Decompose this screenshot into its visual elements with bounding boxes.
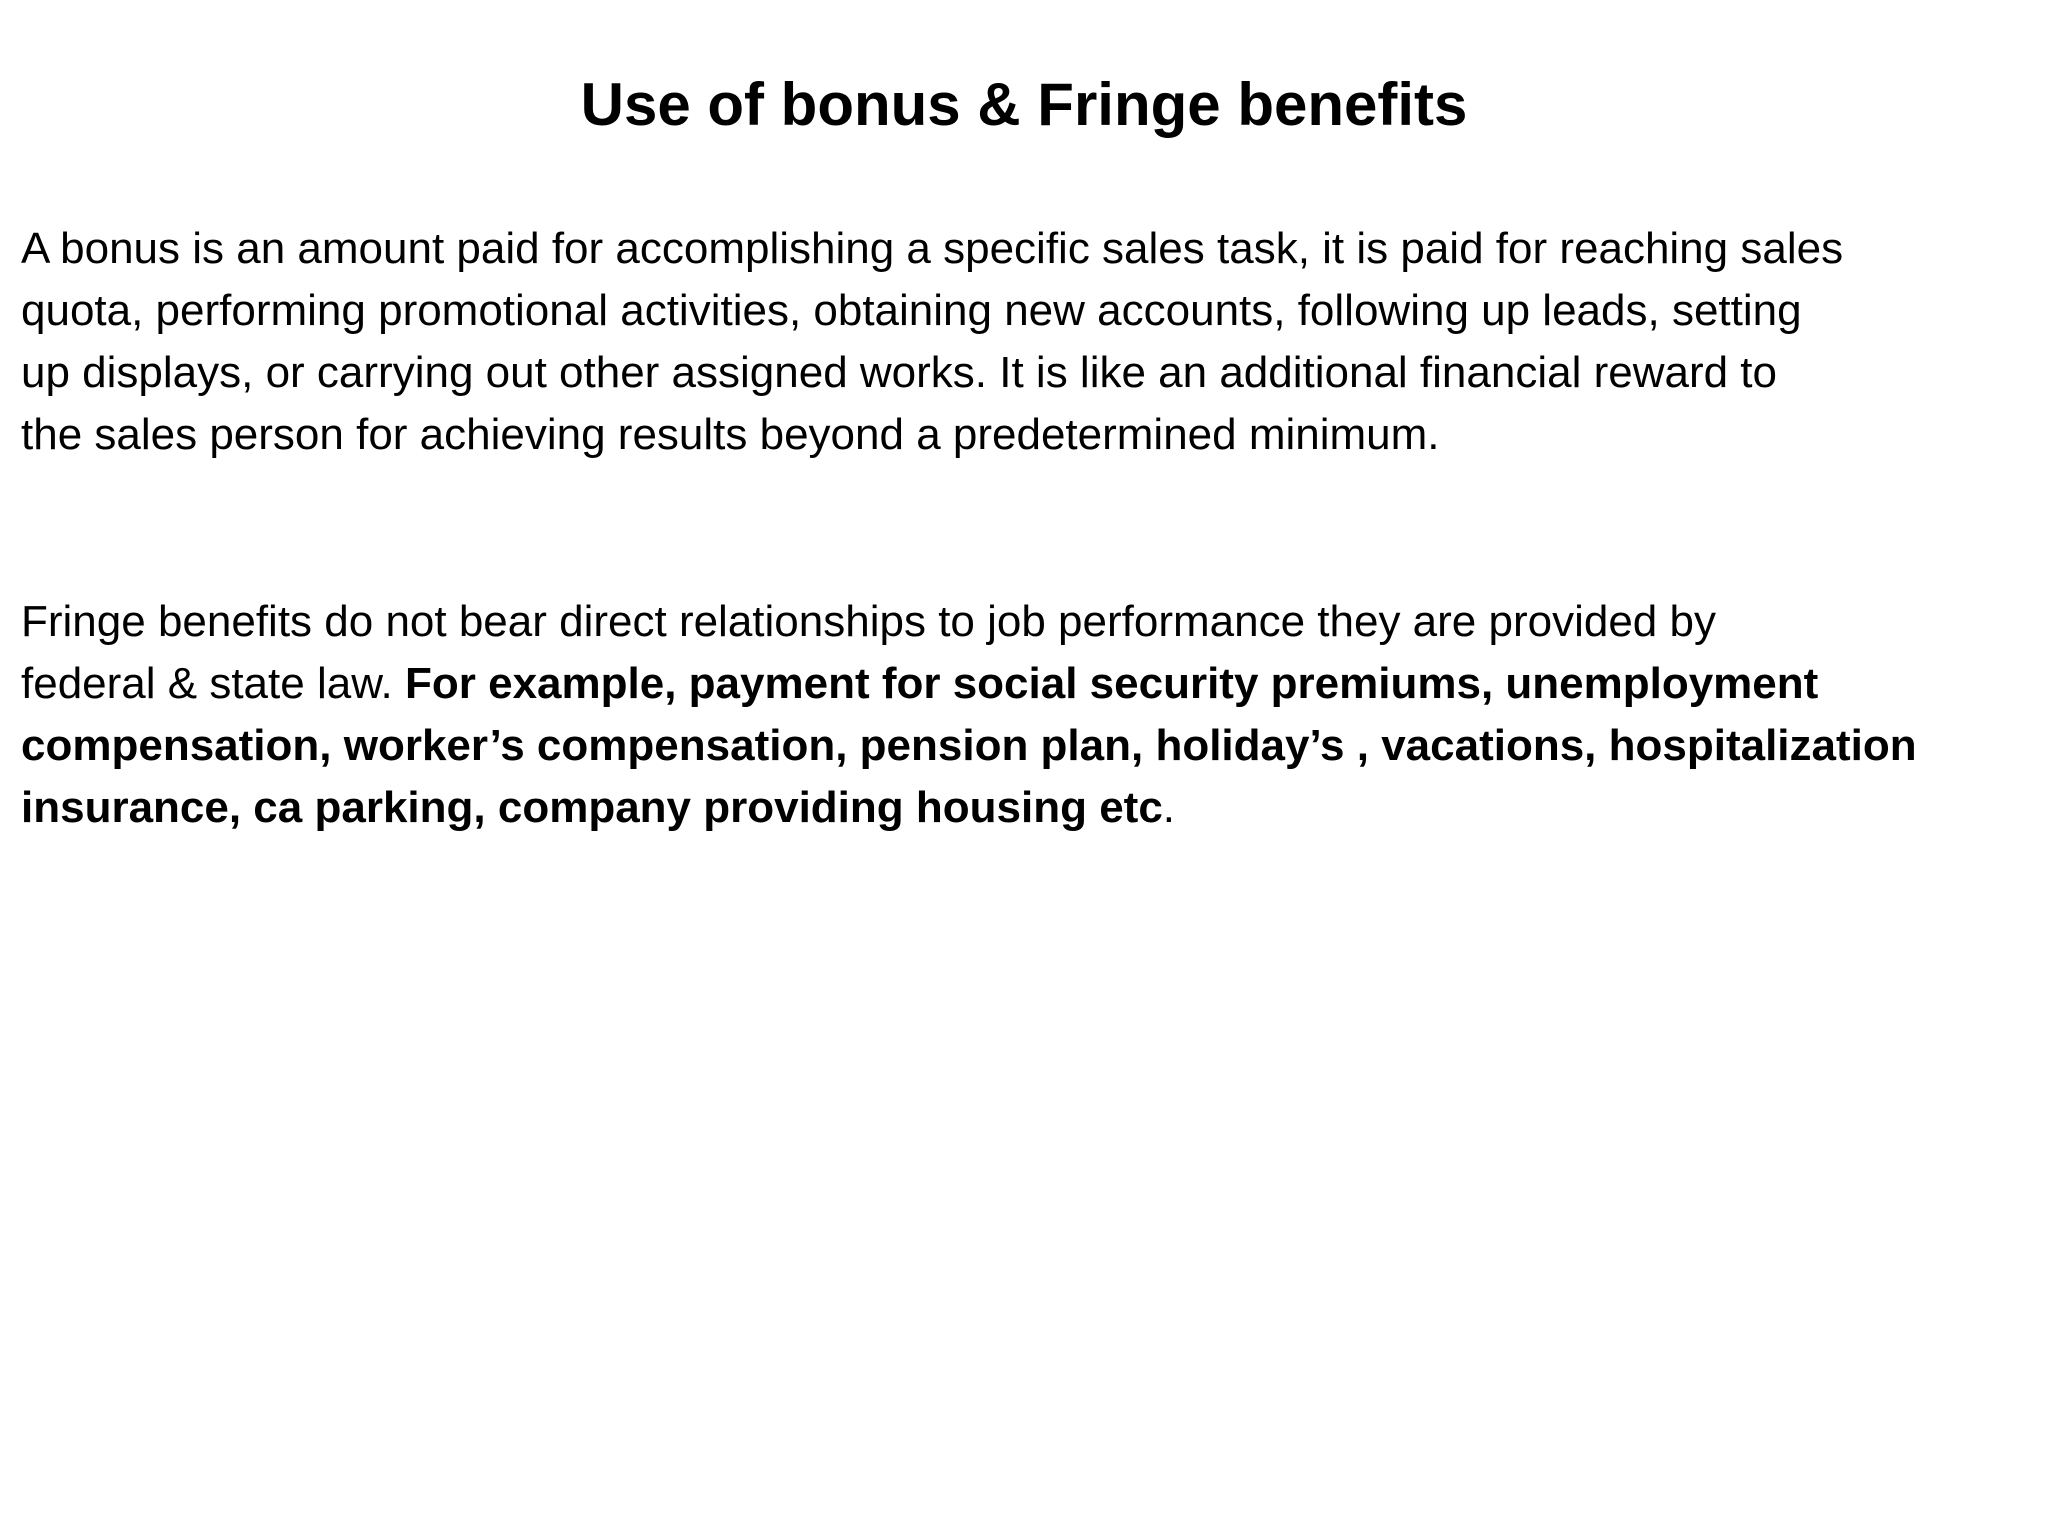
fringe-line-4-period: . — [1162, 783, 1176, 832]
bonus-paragraph-line-1: A bonus is an amount paid for accomplishing a specific sales task, it is paid for reaching sales — [21, 224, 1844, 273]
bonus-paragraph-line-3: up displays, or carrying out other assigned works. It is like an additional financial reward to — [21, 348, 1778, 397]
fringe-line-2-regular-text: federal & state law. — [21, 659, 405, 708]
fringe-paragraph-line-3: compensation, worker’s compensation, pension plan, holiday’s , vacations, hospitalization — [21, 721, 1917, 770]
fringe-benefits-paragraph — [21, 591, 2011, 839]
slide-title: Use of bonus & Fringe benefits — [580, 71, 1468, 138]
bonus-paragraph — [21, 218, 2011, 466]
fringe-line-4-bold-text: insurance, ca parking, company providing housing etc — [21, 783, 1163, 832]
fringe-paragraph-line-2 — [21, 653, 2011, 715]
bonus-paragraph-line-4: the sales person for achieving results beyond a predetermined minimum. — [21, 410, 1440, 459]
fringe-paragraph-line-4 — [21, 777, 2011, 839]
fringe-paragraph-line-1: Fringe benefits do not bear direct relationships to job performance they are provided by — [21, 597, 1716, 646]
bonus-paragraph-line-2: quota, performing promotional activities, obtaining new accounts, following up leads, setting — [21, 286, 1802, 335]
fringe-line-2-bold-text: For example, payment for social security premiums, unemployment — [405, 659, 1819, 708]
